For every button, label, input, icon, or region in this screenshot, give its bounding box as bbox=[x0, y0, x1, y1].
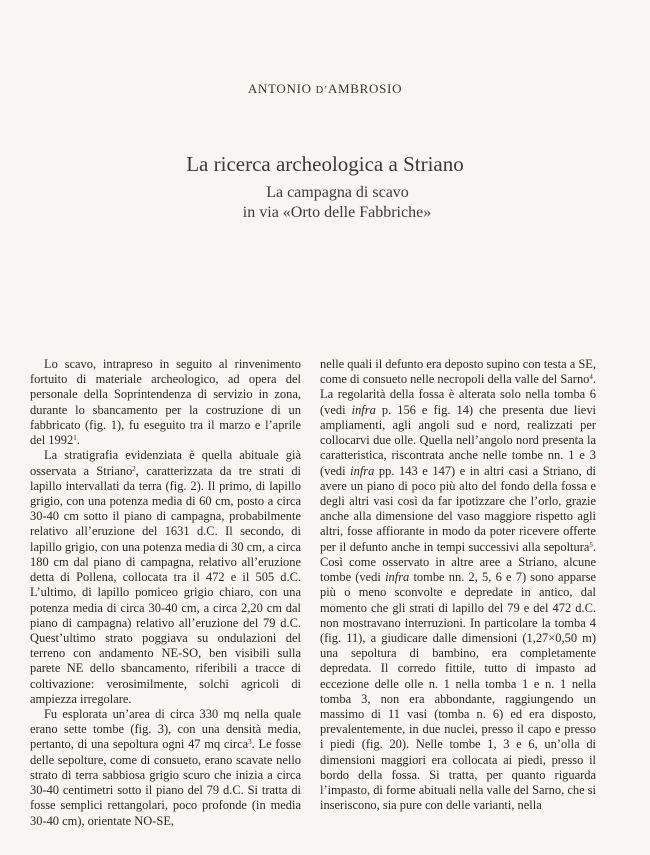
right-paragraph-1 bbox=[320, 357, 596, 814]
footnote-ref-4: 4 bbox=[589, 373, 593, 382]
text-run: . Così come osservato in altre aree a Striano, alcune tombe (vedi bbox=[320, 539, 596, 585]
footnote-ref-3: 3 bbox=[248, 738, 252, 747]
text-run: pp. 143 e 147) e in altri casi a Striano, di avere un piano di poco più alto del fondo della fossa e degli altri vasi così da far ipotizzare che l’orlo, grazie anche alla dimensione del vaso maggiore rispetto agli altri, fosse affiorante in modo da poter ricevere offerte per il defunto anche in tempi successivi alla sepoltura bbox=[320, 463, 596, 554]
italic-term: infra bbox=[350, 463, 375, 478]
text-run: La stratigrafia evidenziata è quella abituale già osservata a Striano bbox=[30, 448, 301, 478]
footnote-ref-2: 2 bbox=[132, 464, 136, 473]
article-title: La ricerca archeologica a Striano bbox=[186, 152, 464, 176]
left-paragraph-2 bbox=[30, 448, 301, 707]
text-run: tombe nn. 2, 5, 6 e 7) sono apparse più o meno sconvolte e depredate in antico, dal momento che gli strati di lapillo del 79 e del 472 d.C. non mostravano interruzioni. In particolare la tomba 4 (fig. 11), a giudicare dalle dimensioni (1,27×0,50 m) una sepoltura di bambino, era completamente depredata. Il corredo fittile, tutto di impasto ad eccezione delle olle n. 1 nella tomba 1 e n. 1 nella tomba 3, non era abbondante, raggiungendo un massimo di 11 vasi (tomba n. 6) ed era disposto, prevalentemente, in due nuclei, presso il capo e presso i piedi (fig. 20). Nelle tombe 1, 3 e 6, un’olla di dimensioni maggiori era collocata ai piedi, presso il bordo della fossa. Si tratta, per quanto riguarda l’impasto, di forme abituali nella valle del Sarno, che si inseriscono, sia pure con delle varianti, nella bbox=[320, 570, 596, 813]
text-run: Lo scavo, intrapreso in seguito al rinvenimento fortuito di materiale archeologico, ad opera del personale della Soprintendenza di servizio in zona, durante lo sbancamento per la costruzione di un fabbricato (fig. 1), fu eseguito tra il marzo e l’aprile del 1992 bbox=[30, 357, 301, 448]
right-column bbox=[320, 357, 596, 814]
text-run: nelle quali il defunto era deposto supino con testa a SE, come di consueto nelle necropoli della valle del Sarno bbox=[320, 357, 596, 387]
left-column bbox=[30, 357, 301, 829]
italic-term: infra bbox=[385, 570, 410, 585]
text-run: . bbox=[76, 433, 80, 448]
author-last-name: AMBROSIO bbox=[327, 81, 403, 96]
text-run: p. 156 e fig. 14) che presenta due lievi ampliamenti, agli angoli sud e nord, realizzati per collocarvi due olle. Quella nell’angolo nord presenta la caratteristica, riscontrata anche nelle tombe nn. 1 e 3 (vedi bbox=[320, 402, 596, 478]
left-paragraph-1 bbox=[30, 357, 301, 448]
italic-term: infra bbox=[351, 402, 376, 417]
text-run: Fu esplorata un’area di circa 330 mq nella quale erano sette tombe (fig. 3), con una densità media, pertanto, di una sepoltura ogni 47 mq circa bbox=[30, 707, 301, 752]
author-name bbox=[0, 81, 650, 97]
author-first-name: ANTONIO bbox=[247, 81, 312, 96]
left-paragraph-3 bbox=[30, 707, 301, 829]
footnote-ref-5: 5 bbox=[589, 540, 593, 549]
text-run: . La regolarità della fossa è alterata solo nella tomba 6 (vedi bbox=[320, 372, 596, 417]
text-run: . Le fosse delle sepolture, come di consueto, erano scavate nello strato di terra sabbiosa grigio scuro che inizia a circa 30-40 centimetri sotto il piano del 79 d.C. Si tratta di fosse semplici rettangolari, poco profonde (in media 30-40 cm), orientate NO-SE, bbox=[30, 737, 301, 828]
text-run: , caratterizzata da tre strati di lapillo intervallati da terra (fig. 2). Il primo, di lapillo grigio, con una potenza media di 60 cm, posto a circa 30-40 cm sotto il piano di campagna, probabilmente relativo all’eruzione del 1631 d.C. Il secondo, di lapillo grigio, con una potenza media di 30 cm, a circa 180 cm dal piano di campagna, relativo all’eruzione detta di Pollena, collocata tra il 472 e il 505 d.C. L’ultimo, di lapillo pomiceo grigio chiaro, con una potenza media di circa 30-40 cm, a circa 2,20 cm dal piano di campagna) relativo all’eruzione del 79 d.C. Quest’ultimo strato poggiava su ondulazioni del terreno con andamento NE-SO, ben visibili sulla parete NE dello sbancamento, riferibili a tracce di coltivazione: verosimilmente, solchi agricoli di ampiezza irregolare. bbox=[30, 463, 301, 706]
author-particle: D’ bbox=[315, 85, 328, 96]
article-subtitle-line-2: in via «Orto delle Fabbriche» bbox=[242, 204, 432, 221]
footnote-ref-1: 1 bbox=[73, 434, 77, 443]
article-subtitle-line-1: La campagna di scavo bbox=[266, 184, 409, 201]
